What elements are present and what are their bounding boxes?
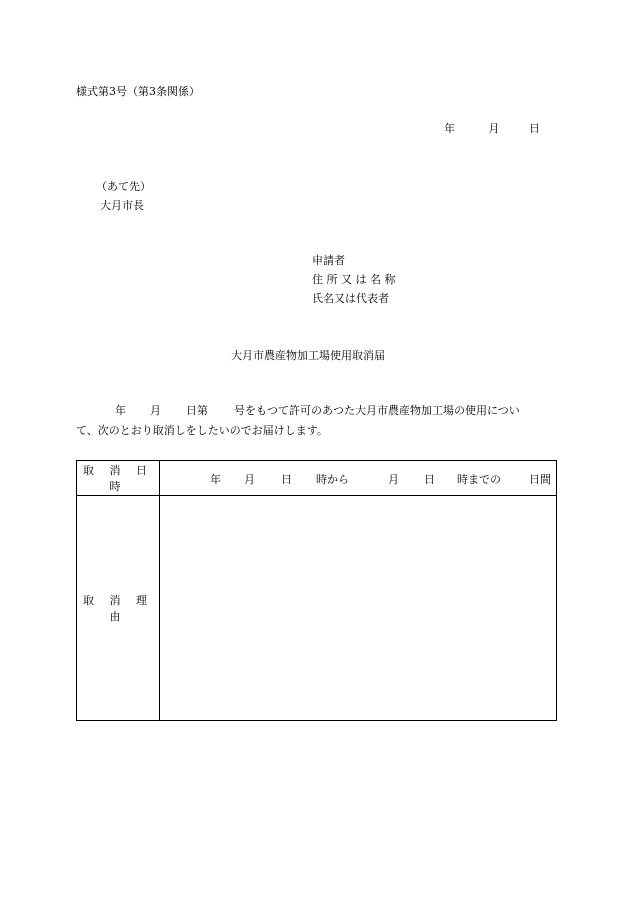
- date-year: 年: [444, 122, 455, 135]
- document-title: 大月市農産物加工場使用取消届: [231, 349, 385, 362]
- table-row: [77, 461, 557, 496]
- period-from: 時から: [316, 473, 349, 486]
- period-until: 時までの: [457, 473, 501, 486]
- cancellation-table: [76, 460, 557, 721]
- applicant-label: 申請者: [312, 254, 345, 267]
- period-month-2: 月: [388, 473, 399, 486]
- body-month: 月: [150, 404, 161, 417]
- cancel-datetime-label: 取 消 日 時: [77, 461, 160, 496]
- period-month: 月: [244, 473, 255, 486]
- cancel-reason-label: 取 消 理 由: [77, 496, 160, 721]
- cancel-datetime-field[interactable]: [160, 461, 557, 496]
- period-year: 年: [210, 473, 221, 486]
- submission-date: [444, 122, 540, 135]
- period-day: 日: [281, 473, 292, 486]
- cancel-reason-field[interactable]: [160, 496, 557, 721]
- body-year: 年: [115, 404, 126, 417]
- table-row: [77, 496, 557, 721]
- date-month: 月: [488, 122, 500, 135]
- period-day-2: 日: [424, 473, 435, 486]
- body-text-2: て、次のとおり取消しをしたいのでお届けします。: [76, 424, 328, 437]
- applicant-name-label: 氏名又は代表者: [312, 292, 389, 305]
- addressee-name: 大月市長: [100, 199, 144, 212]
- body-day-no: 日第: [186, 404, 208, 417]
- period-days: 日間: [529, 473, 551, 486]
- addressee-attn: （あて先）: [96, 180, 151, 193]
- body-text-1: 号をもつて許可のあつた大月市農産物加工場の使用につい: [234, 404, 520, 417]
- applicant-address-label: 住 所 又 は 名 称: [312, 273, 396, 286]
- date-day: 日: [529, 122, 540, 135]
- form-number: 様式第3号（第3条関係）: [76, 85, 200, 98]
